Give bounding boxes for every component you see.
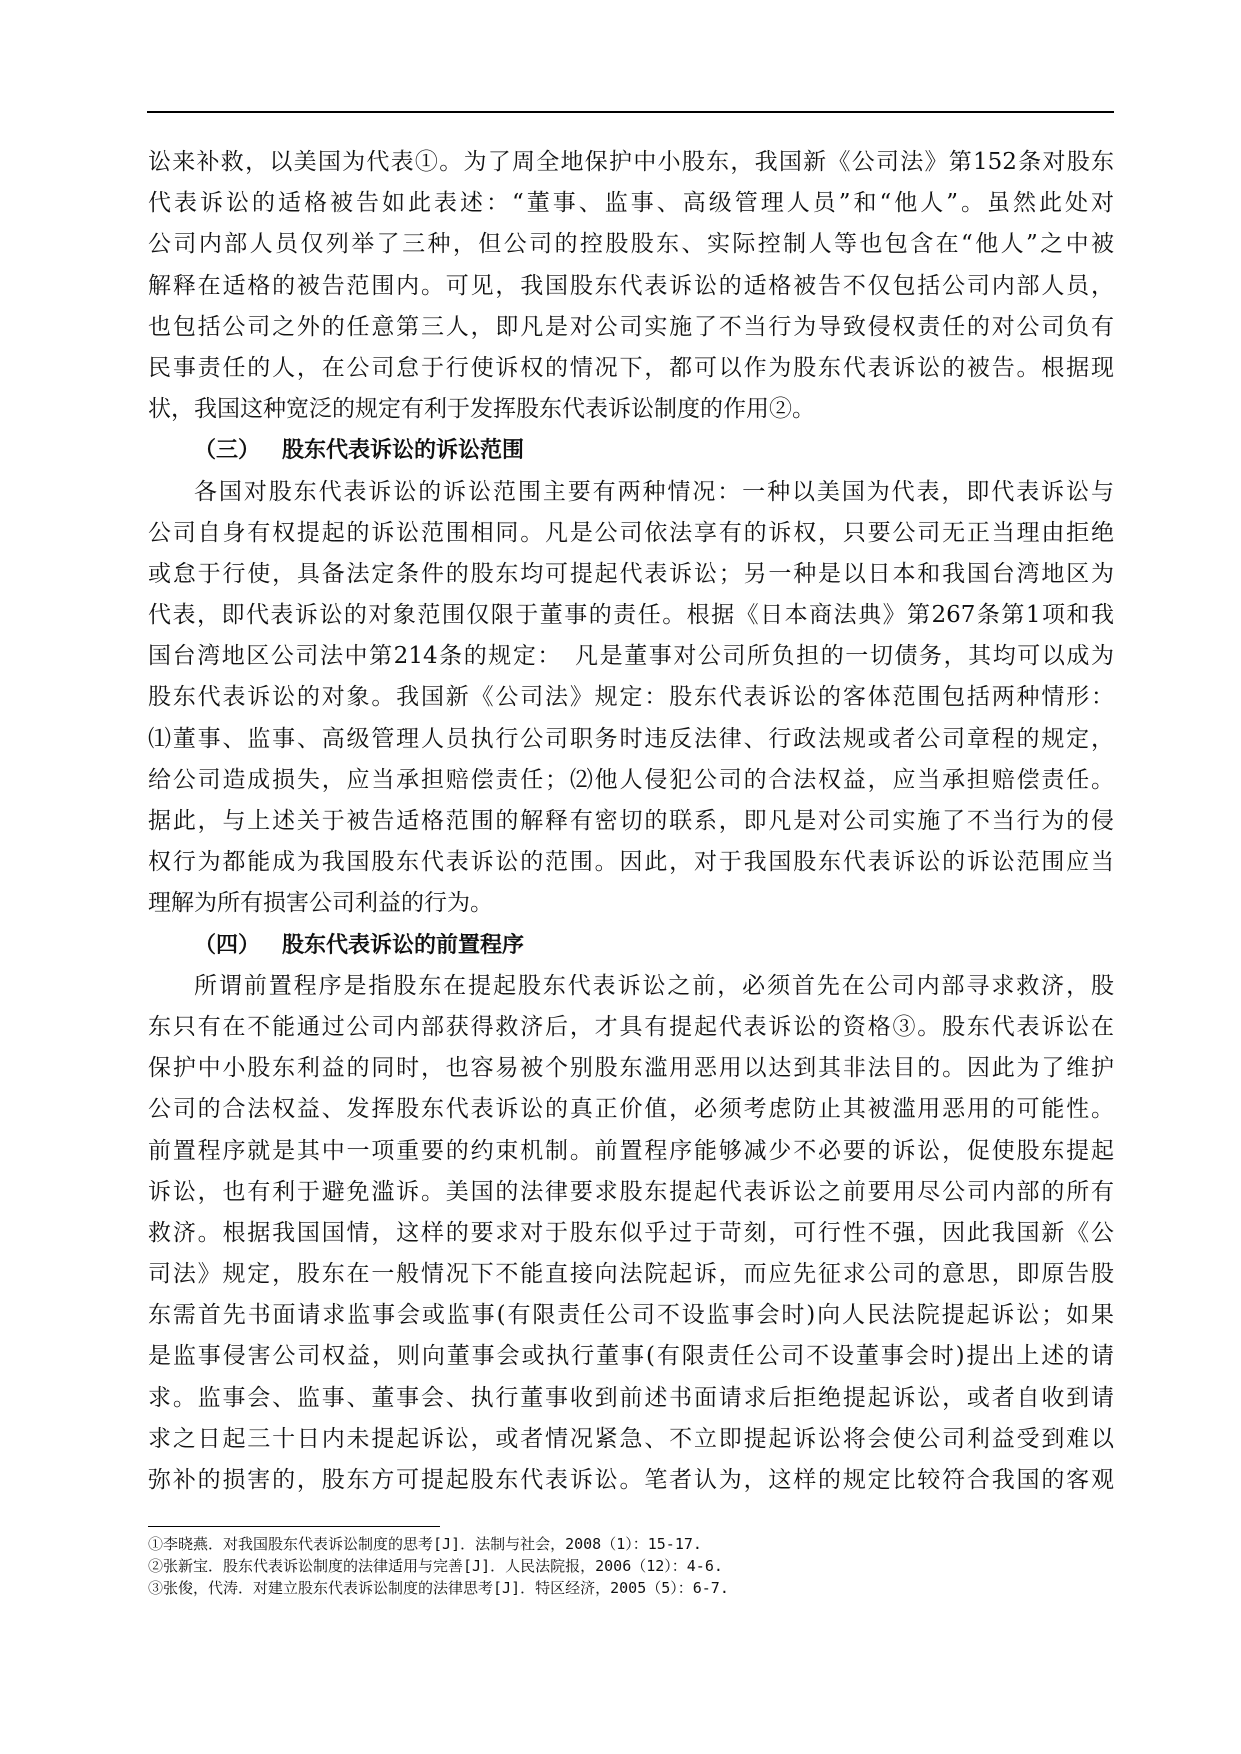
text-line: 各国对股东代表诉讼的诉讼范围主要有两种情况：一种以美国为代表，即代表诉讼与 — [194, 478, 1114, 505]
text-line: 公司的合法权益、发挥股东代表诉讼的真正价值，必须考虑防止其被滥用恶用的可能性。 — [148, 1096, 1114, 1123]
section-number: （四） — [194, 932, 261, 958]
footnote: ①李晓燕．对我国股东代表诉讼制度的思考[J]．法制与社会，2008（1）：15-17. — [148, 1535, 702, 1553]
text-line: 东需首先书面请求监事会或监事(有限责任公司不设监事会时)向人民法院提起诉讼；如果 — [148, 1302, 1114, 1329]
section-heading-3 — [148, 430, 1114, 471]
footnote-rule — [148, 1526, 440, 1527]
text-line: 求之日起三十日内未提起诉讼，或者情况紧急、不立即提起诉讼将会使公司利益受到难以 — [148, 1425, 1114, 1452]
text-line: 国台湾地区公司法中第214条的规定： 凡是董事对公司所负担的一切债务，其均可以成为 — [148, 643, 1114, 670]
text-line: 代表诉讼的适格被告如此表述：“董事、监事、高级管理人员”和“他人”。虽然此处对 — [148, 190, 1114, 217]
text-line: 司法》规定，股东在一般情况下不能直接向法院起诉，而应先征求公司的意思，即原告股 — [148, 1261, 1114, 1288]
text-line: 权行为都能成为我国股东代表诉讼的范围。因此，对于我国股东代表诉讼的诉讼范围应当 — [148, 849, 1114, 876]
footnotes — [148, 1533, 1114, 1599]
text-line: 据此，与上述关于被告适格范围的解释有密切的联系，即凡是对公司实施了不当行为的侵 — [148, 808, 1114, 834]
text-line: 公司内部人员仅列举了三种，但公司的控股股东、实际控制人等也包含在“他人”之中被 — [148, 231, 1114, 258]
text-line: 前置程序就是其中一项重要的约束机制。前置程序能够减少不必要的诉讼，促使股东提起 — [148, 1137, 1114, 1164]
text-line: 东只有在不能通过公司内部获得救济后，才具有提起代表诉讼的资格③。股东代表诉讼在 — [148, 1013, 1114, 1040]
text-line: 求。监事会、监事、董事会、执行董事收到前述书面请求后拒绝提起诉讼，或者自收到请 — [148, 1384, 1114, 1411]
text-line: 或怠于行使，具备法定条件的股东均可提起代表诉讼；另一种是以日本和我国台湾地区为 — [148, 560, 1114, 587]
text-line: 解释在适格的被告范围内。可见，我国股东代表诉讼的适格被告不仅包括公司内部人员， — [148, 272, 1114, 299]
text-line: ⑴董事、监事、高级管理人员执行公司职务时违反法律、行政法规或者公司章程的规定， — [148, 725, 1114, 752]
text-line: 也包括公司之外的任意第三人，即凡是对公司实施了不当行为导致侵权责任的对公司负有 — [148, 313, 1114, 340]
section-number: （三） — [194, 438, 261, 464]
text-line: 理解为所有损害公司利益的行为。 — [148, 890, 493, 917]
section-title: 股东代表诉讼的诉讼范围 — [282, 438, 525, 464]
text-line: 诉讼，也有利于避免滥诉。美国的法律要求股东提起代表诉讼之前要用尽公司内部的所有 — [148, 1178, 1114, 1205]
text-line: 股东代表诉讼的对象。我国新《公司法》规定：股东代表诉讼的客体范围包括两种情形： — [148, 684, 1114, 711]
text-line: 代表，即代表诉讼的对象范围仅限于董事的责任。根据《日本商法典》第267条第1项和我 — [148, 602, 1114, 629]
text-line: 给公司造成损失，应当承担赔偿责任；⑵他人侵犯公司的合法权益，应当承担赔偿责任。 — [148, 766, 1114, 793]
footnote: ③张俊，代涛．对建立股东代表诉讼制度的法律思考[J]．特区经济，2005（5）：6-7. — [148, 1579, 729, 1597]
text-line: 民事责任的人，在公司怠于行使诉权的情况下，都可以作为股东代表诉讼的被告。根据现 — [148, 354, 1114, 381]
section-title: 股东代表诉讼的前置程序 — [282, 932, 525, 958]
text-line: 状，我国这种宽泛的规定有利于发挥股东代表诉讼制度的作用②。 — [148, 396, 815, 423]
text-line: 保护中小股东利益的同时，也容易被个别股东滥用恶用以达到其非法目的。因此为了维护 — [148, 1055, 1114, 1082]
text-line: 公司自身有权提起的诉讼范围相同。凡是公司依法享有的诉权，只要公司无正当理由拒绝 — [148, 519, 1114, 546]
section-heading-4 — [148, 925, 1114, 966]
text-line: 救济。根据我国国情，这样的要求对于股东似乎过于苛刻，可行性不强，因此我国新《公 — [148, 1219, 1114, 1246]
footnote: ②张新宝．股东代表诉讼制度的法律适用与完善[J]．人民法院报，2006（12）：4-6. — [148, 1557, 723, 1575]
text-line: 弥补的损害的，股东方可提起股东代表诉讼。笔者认为，这样的规定比较符合我国的客观 — [148, 1467, 1114, 1493]
header-rule — [147, 111, 1114, 113]
body-text — [148, 142, 1114, 1501]
text-line: 所谓前置程序是指股东在提起股东代表诉讼之前，必须首先在公司内部寻求救济，股 — [194, 972, 1114, 999]
text-line: 讼来补救，以美国为代表①。为了周全地保护中小股东，我国新《公司法》第152条对股东 — [148, 149, 1114, 175]
text-line: 是监事侵害公司权益，则向董事会或执行董事(有限责任公司不设董事会时)提出上述的请 — [148, 1343, 1114, 1370]
